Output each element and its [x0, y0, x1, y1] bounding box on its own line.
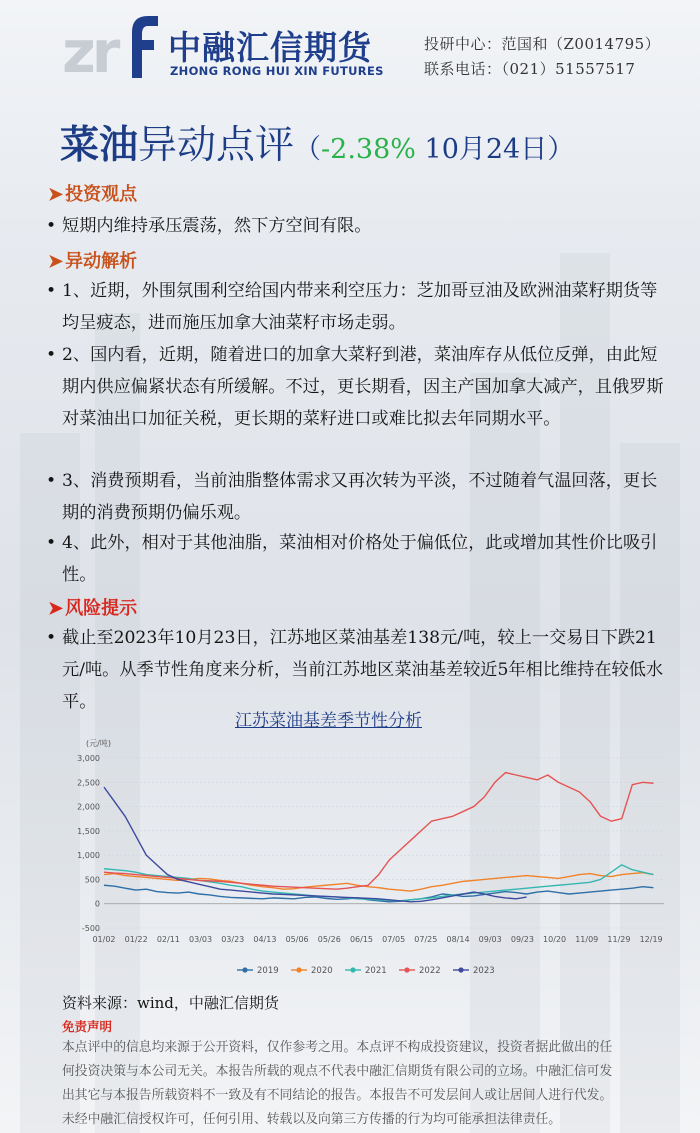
analysis-bullet-4 — [44, 527, 664, 591]
arrow-icon: ➤ — [48, 251, 64, 272]
title-sub: 异动点评 — [138, 123, 295, 168]
x-tick-label: 09/23 — [510, 935, 534, 944]
logo-f-icon — [120, 10, 160, 78]
view-bullet — [44, 210, 664, 242]
arrow-icon: ➤ — [48, 598, 64, 619]
bullet-text: 短期内维持承压震荡，然下方空间有限。 — [62, 216, 372, 236]
title-main: 菜油 — [60, 122, 139, 168]
x-tick-label: 11/09 — [575, 935, 599, 944]
x-tick-label: 01/22 — [124, 935, 148, 944]
x-tick-label: 03/23 — [221, 935, 245, 944]
logo-english: ZHONG RONG HUI XIN FUTURES — [170, 64, 384, 78]
disclaimer-line: 何投资决策与本公司无关。本报告所载的观点不代表中融汇信期货有限公司的立场。中融汇信可发 — [62, 1064, 613, 1079]
bullet-icon: • — [46, 471, 57, 491]
legend-label-2020: 2020 — [311, 966, 333, 976]
disclaimer-line: 未经中融汇信授权许可，任何引用、转载以及向第三方传播的行为均可能承担法律责任。 — [62, 1112, 562, 1127]
y-tick-label: 3,000 — [77, 754, 100, 763]
legend-label-2019: 2019 — [257, 966, 279, 976]
x-tick-label: 11/29 — [607, 935, 631, 944]
page-title — [60, 114, 574, 170]
section-label: 异动解析 — [65, 251, 138, 272]
legend-marker-2022 — [404, 967, 409, 972]
y-tick-label: 2,500 — [77, 778, 100, 788]
header — [0, 0, 700, 100]
bullet-text: 2、国内看，近期，随着进口的加拿大菜籽到港，菜油库存从低位反弹，由此短期内供应偏紧状态有所缓解。不过，更长期看，因主产国加拿大减产，且俄罗斯对菜油出口加征关税，更长期的菜籽进口或难比拟去年同期水平。 — [62, 345, 664, 429]
x-tick-label: 01/02 — [92, 935, 116, 944]
logo-zr-mark: zr — [62, 18, 117, 86]
disclaimer-title: 免责声明 — [62, 1019, 113, 1034]
x-tick-label: 02/11 — [156, 935, 180, 944]
section-label: 风险提示 — [65, 598, 138, 619]
bullet-text: 4、此外，相对于其他油脂，菜油相对价格处于偏低位，此或增加其性价比吸引性。 — [62, 533, 658, 585]
y-tick-label: 500 — [84, 875, 100, 885]
bullet-icon: • — [46, 628, 57, 648]
x-tick-label: 12/19 — [639, 935, 663, 944]
section-risk-title — [48, 594, 137, 620]
title-change: -2.38% — [321, 134, 416, 165]
series-line-2023 — [104, 787, 527, 902]
logo-chinese: 中融汇信期货 — [168, 28, 372, 67]
legend-label-2023: 2023 — [473, 966, 495, 976]
y-tick-label: 2,000 — [77, 802, 100, 812]
x-tick-label: 06/15 — [349, 935, 374, 944]
basis-seasonal-chart — [60, 730, 680, 992]
section-view-title — [48, 180, 137, 206]
x-tick-label: 03/03 — [189, 935, 213, 944]
x-tick-label: 07/25 — [414, 935, 438, 944]
y-tick-label: 0 — [94, 899, 100, 909]
contact-research: 投研中心：范国和（Z0014795） — [424, 35, 661, 53]
title-paren: （ — [294, 134, 322, 165]
arrow-icon: ➤ — [48, 184, 64, 205]
legend-label-2021: 2021 — [365, 966, 387, 976]
legend-label-2022: 2022 — [419, 966, 441, 976]
y-tick-label: 1,000 — [77, 851, 100, 861]
y-tick-label: 1,500 — [77, 826, 100, 836]
bullet-icon: • — [46, 281, 57, 301]
x-tick-label: 05/26 — [317, 935, 341, 944]
disclaimer-line: 出其它与本报告所载资料不一致及有不同结论的报告。本报告不可发层间人或让居间人进行代发。 — [62, 1088, 613, 1103]
y-tick-label: -500 — [81, 924, 100, 933]
series-line-2021 — [104, 865, 653, 901]
x-tick-label: 10/20 — [543, 935, 567, 944]
risk-bullet — [44, 622, 664, 718]
analysis-bullet-2 — [44, 339, 664, 435]
x-tick-label: 05/06 — [285, 935, 309, 944]
title-date: 10月24日） — [415, 134, 575, 165]
bullet-text: 3、消费预期看，当前油脂整体需求又再次转为平淡，不过随着气温回落，更长期的消费预期仍偏乐观。 — [62, 471, 658, 523]
x-tick-label: 08/14 — [446, 935, 470, 944]
source-note: 资料来源：wind，中融汇信期货 — [62, 994, 279, 1012]
x-tick-label: 09/03 — [478, 935, 502, 944]
legend-marker-2019 — [242, 967, 247, 972]
disclaimer-line: 本点评中的信息均来源于公开资料，仅作参考之用。本点评不构成投资建议，投资者据此做出的任 — [62, 1040, 613, 1055]
disclaimer — [62, 1036, 642, 1132]
series-line-2022 — [104, 773, 653, 890]
legend-marker-2020 — [296, 967, 301, 972]
analysis-bullet-3 — [44, 465, 664, 529]
legend-marker-2021 — [350, 967, 355, 972]
x-tick-label: 07/05 — [382, 935, 406, 944]
y-unit-label: (元/吨) — [86, 739, 111, 748]
bullet-icon: • — [46, 216, 57, 236]
section-analysis-title — [48, 247, 137, 273]
bullet-icon: • — [46, 533, 57, 553]
chart-title: 江苏菜油基差季节性分析 — [235, 711, 422, 731]
x-tick-label: 04/13 — [253, 935, 277, 944]
legend-marker-2023 — [458, 967, 463, 972]
section-label: 投资观点 — [65, 184, 138, 205]
contact-phone: 联系电话：（021）51557517 — [424, 60, 636, 78]
bullet-text: 截止至2023年10月23日，江苏地区菜油基差138元/吨，较上一交易日下跌21元/吨。从季节性角度来分析，当前江苏地区菜油基差较近5年相比维持在较低水平。 — [62, 628, 664, 712]
analysis-bullet-1 — [44, 275, 664, 339]
bullet-icon: • — [46, 345, 57, 365]
bullet-text: 1、近期，外围氛围利空给国内带来利空压力：芝加哥豆油及欧洲油菜籽期货等均呈疲态，进而施压加拿大油菜籽市场走弱。 — [62, 281, 658, 333]
